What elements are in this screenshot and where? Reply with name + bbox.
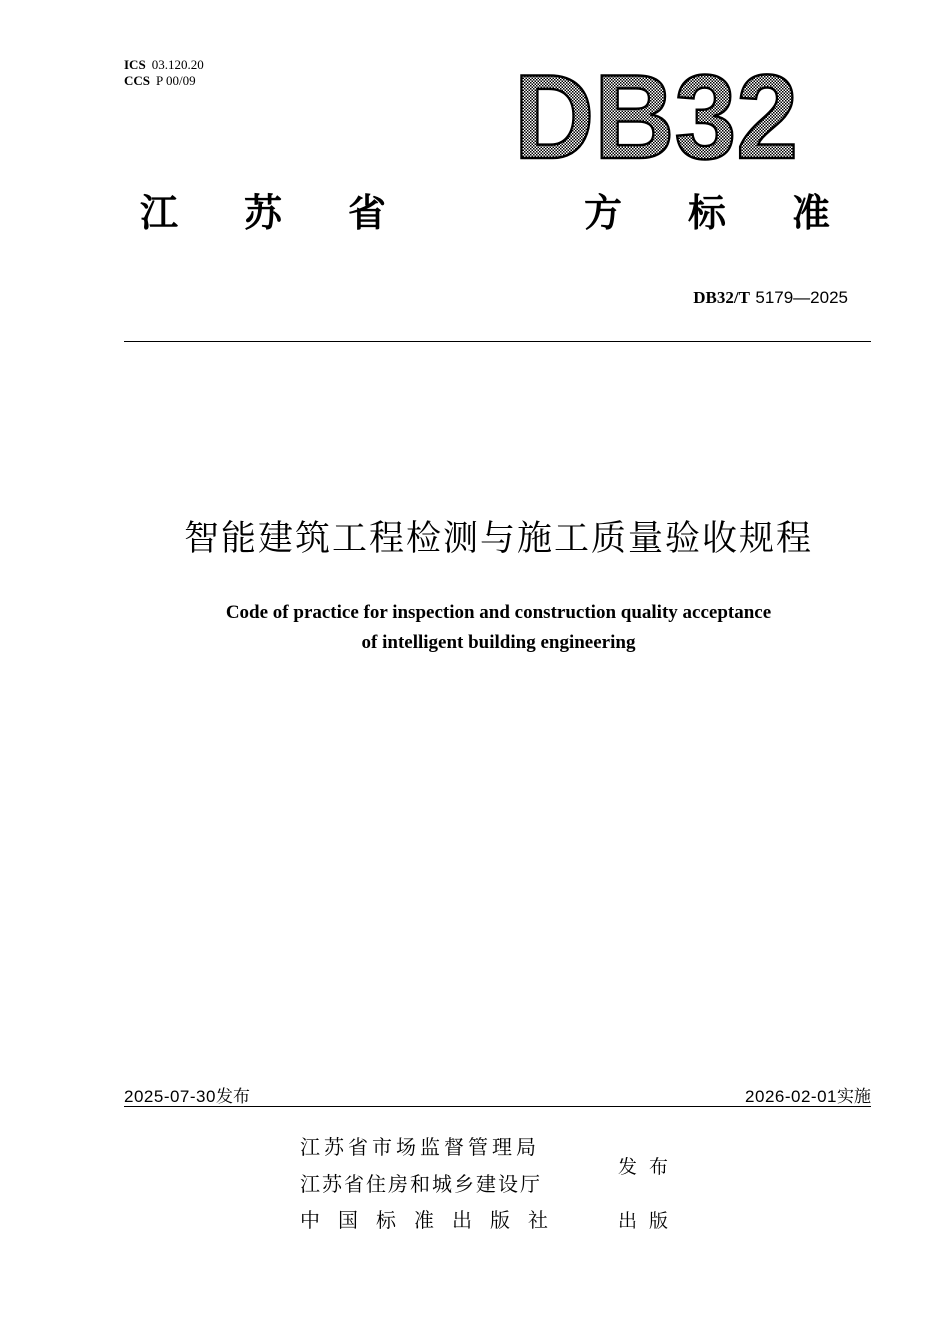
province-title-right: 方标准 [584,190,897,235]
ccs-label: CCS [124,73,151,88]
db32-logo-text: DB32 [514,58,798,168]
chinese-title: 智能建筑工程检测与施工质量验收规程 [183,519,813,559]
ics-label: ICS [124,57,146,72]
english-title [0,598,950,658]
ics-line [124,57,204,73]
implement-date: 2026-02-01 [745,1087,837,1106]
standard-number-rest: 5179—2025 [755,288,848,307]
db32-logo [512,58,802,168]
implement-date-line [745,1082,871,1107]
bottom-divider [124,1106,871,1107]
publisher-name: 中国标准出版社 [300,1208,566,1232]
english-title-line2: of intelligent building engineering [361,632,636,653]
issue-date-line [124,1082,250,1107]
issue-action: 发布 [618,1156,681,1178]
standard-number [693,288,848,308]
ics-value: 03.120.20 [151,57,204,72]
issuer-housing-construction: 江苏省住房和城乡建设厅 [300,1172,542,1196]
issue-date-label: 发布 [215,1087,250,1107]
standard-number-prefix: DB32/T [693,288,750,307]
top-divider [124,341,871,342]
province-title-left: 江苏省 [140,190,453,235]
issue-date: 2025-07-30 [124,1087,216,1106]
classification-codes [124,57,204,89]
ccs-value: P 00/09 [156,73,196,88]
english-title-line1: Code of practice for inspection and construction quality acceptance [225,602,772,623]
publish-action: 出版 [618,1210,681,1232]
issuer-market-regulation: 江苏省市场监督管理局 [300,1135,540,1159]
implement-date-label: 实施 [837,1087,871,1107]
ccs-line [124,73,204,89]
